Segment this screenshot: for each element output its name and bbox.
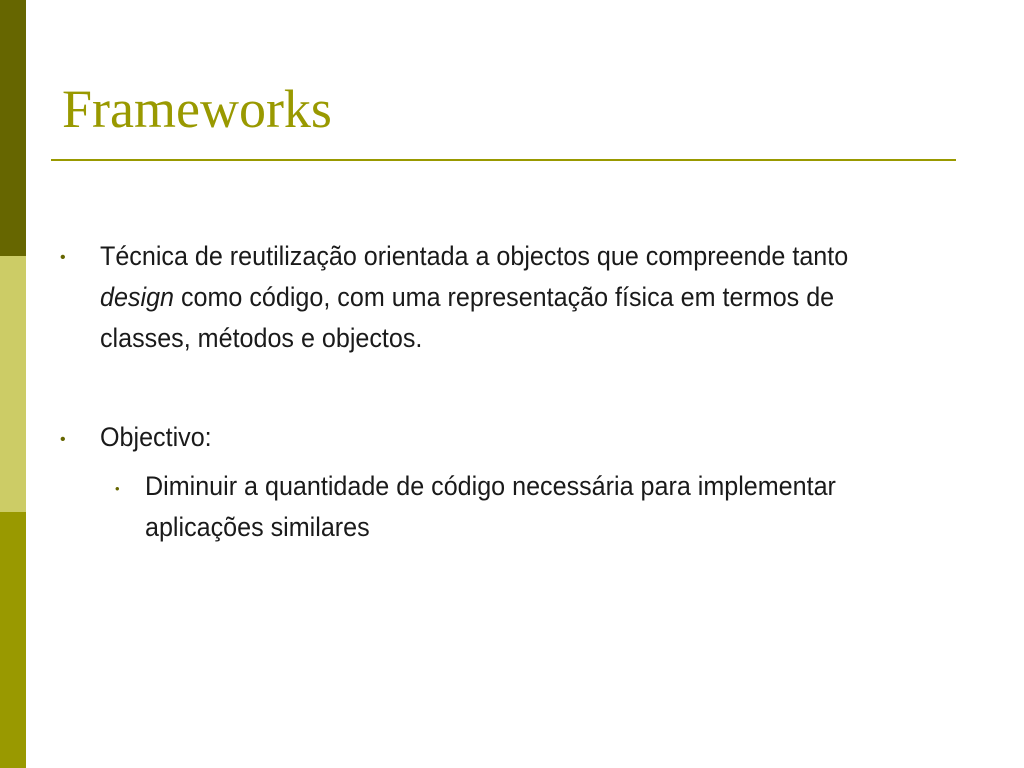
slide-title: Frameworks	[62, 79, 332, 139]
side-bar-dark	[0, 0, 26, 256]
bullet-1-line-2-rest: como código, com uma representação física em termos de	[174, 282, 835, 312]
title-underline	[51, 159, 956, 161]
side-bar-olive	[0, 512, 26, 768]
bullet-1-line-2	[100, 277, 848, 318]
sub-bullet-1-line-1: Diminuir a quantidade de código necessária para implementar	[145, 471, 836, 501]
emphasis-word: design	[100, 282, 175, 312]
bullet-1-line-3: classes, métodos e objectos.	[100, 323, 423, 353]
sub-bullet-1-line-2: aplicações similares	[145, 512, 370, 542]
bullet-1-line-1: Técnica de reutilização orientada a objectos que compreende tanto	[100, 241, 849, 271]
bullet-icon: •	[60, 431, 66, 448]
bullet-icon: •	[60, 249, 66, 266]
sub-bullet-icon: •	[115, 481, 120, 496]
side-bar-light	[0, 256, 26, 512]
bullet-2-line-1: Objectivo:	[100, 422, 212, 452]
